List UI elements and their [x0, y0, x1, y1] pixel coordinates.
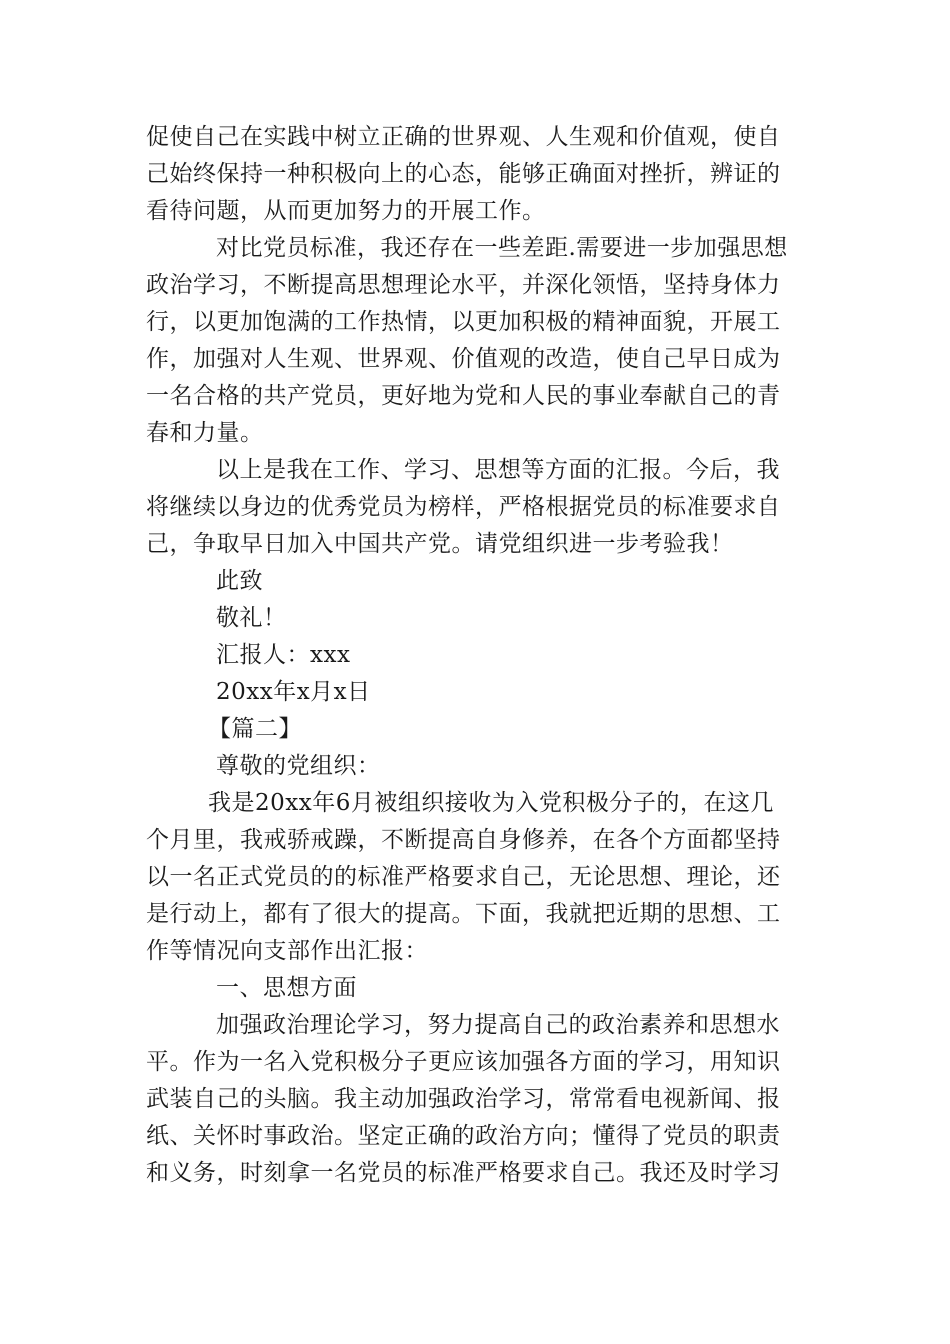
- text-line: 看待问题，从而更加努力的开展工作。: [146, 198, 546, 224]
- text-line: 政治学习，不断提高思想理论水平，并深化领悟，坚持身体力: [146, 272, 781, 298]
- text-line: 以一名正式党员的的标准严格要求自己，无论思想、理论，还: [146, 864, 781, 890]
- text-line: 纸、关怀时事政治。坚定正确的政治方向；懂得了党员的职责: [146, 1123, 781, 1149]
- paragraph-start-line: 对比党员标准，我还存在一些差距.需要进一步加强思想: [216, 235, 788, 261]
- text-line: 一名合格的共产党员，更好地为党和人民的事业奉献自己的青: [146, 383, 781, 409]
- subsection-heading: 一、思想方面: [216, 975, 357, 1001]
- text-line: 将继续以身边的优秀党员为榜样，严格根据党员的标准要求自: [146, 494, 781, 520]
- paragraph-start-line: 加强政治理论学习，努力提高自己的政治素养和思想水: [216, 1012, 780, 1038]
- text-line: 武装自己的头脑。我主动加强政治学习，常常看电视新闻、报: [146, 1086, 781, 1112]
- text-line: 春和力量。: [146, 420, 264, 446]
- text-line: 和义务，时刻拿一名党员的标准严格要求自己。我还及时学习: [146, 1160, 781, 1186]
- paragraph-start-line: 我是20xx年6月被组织接收为入党积极分子的，在这几: [208, 790, 774, 816]
- text-line: 个月里，我戒骄戒躁，不断提高自身修养，在各个方面都坚持: [146, 827, 781, 853]
- report-date: 20xx年x月x日: [216, 679, 371, 705]
- closing-regards: 敬礼！: [216, 605, 287, 631]
- section-heading: 【篇二】: [208, 716, 302, 742]
- text-line: 作等情况向支部作出汇报：: [146, 938, 428, 964]
- text-line: 是行动上，都有了很大的提高。下面，我就把近期的思想、工: [146, 901, 781, 927]
- text-line: 促使自己在实践中树立正确的世界观、人生观和价值观，使自: [146, 124, 781, 150]
- document-body: [146, 119, 806, 1192]
- text-line: 己，争取早日加入中国共产党。请党组织进一步考验我！: [146, 531, 734, 557]
- letter-greeting: 尊敬的党组织：: [216, 753, 381, 779]
- reporter-signature: 汇报人：xxx: [216, 642, 351, 668]
- text-line: 平。作为一名入党积极分子更应该加强各方面的学习，用知识: [146, 1049, 781, 1075]
- paragraph-start-line: 以上是我在工作、学习、思想等方面的汇报。今后，我: [216, 457, 780, 483]
- text-line: 行，以更加饱满的工作热情，以更加积极的精神面貌，开展工: [146, 309, 781, 335]
- text-line: 己始终保持一种积极向上的心态，能够正确面对挫折，辨证的: [146, 161, 781, 187]
- text-line: 作，加强对人生观、世界观、价值观的改造，使自己早日成为: [146, 346, 781, 372]
- closing-salutation: 此致: [216, 568, 263, 594]
